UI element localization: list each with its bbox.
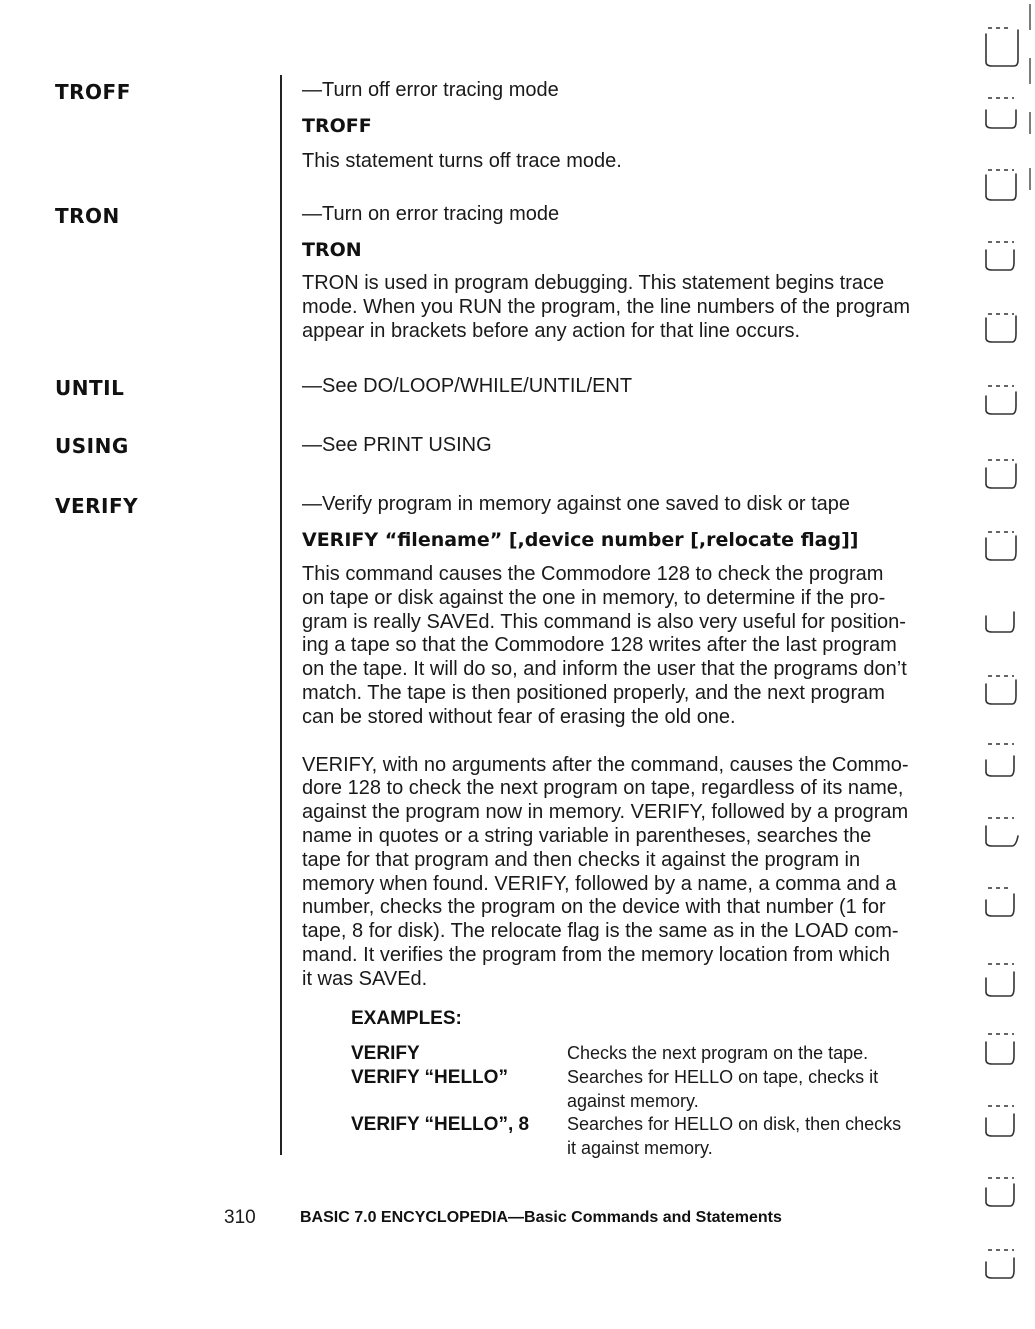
binding-hole-icon [986,1184,1014,1206]
body-line: number, checks the program on the device with that number (1 for [302,896,886,919]
entry-summary: —Turn off error tracing mode [302,79,559,101]
binding-hole-icon [986,1258,1014,1278]
example-description [567,1066,947,1113]
column-divider [280,75,282,1155]
example-desc-line: Checks the next program on the tape. [567,1043,869,1063]
entry-tron [302,202,942,343]
entry-summary: —Turn on error tracing mode [302,203,560,225]
running-footer-title: BASIC 7.0 ENCYCLOPEDIA—Basic Commands and Statements [300,1209,782,1226]
body-line: name in quotes or a string variable in parentheses, searches the [302,824,872,847]
entry-until [302,374,942,398]
body-line: This command causes the Commodore 128 to check the program [302,563,884,585]
body-line: VERIFY, with no arguments after the command, causes the Commo- [302,753,909,776]
example-command: VERIFY “HELLO” [351,1067,508,1088]
entry-using [302,433,942,457]
binding-hole-icon [986,174,1016,200]
binding-hole-icon [986,1114,1014,1136]
examples-heading: EXAMPLES: [351,1008,462,1029]
example-description [567,1113,947,1160]
binding-hole-icon [986,464,1016,488]
entry-summary: —See DO/LOOP/WHILE/UNTIL/ENT [302,375,633,397]
example-command: VERIFY [351,1043,420,1064]
example-desc-line: against memory. [567,1090,699,1111]
binding-hole-icon [986,392,1016,414]
body-line: on the tape. It will do so, and inform the user that the programs don’t [302,658,907,681]
binding-hole-icon [986,612,1014,632]
binding-hole-icon [986,316,1016,342]
example-desc-line: Searches for HELLO on tape, checks it [567,1067,879,1087]
entry-summary: —See PRINT USING [302,434,492,456]
keyword-verify: VERIFY [55,494,139,518]
binding-hole-icon [986,826,1018,846]
binding-hole-icon [986,110,1016,128]
body-line: mode. When you RUN the program, the line numbers of the program [302,295,911,318]
entry-body: This statement turns off trace mode. [302,150,622,172]
entry-verify [302,492,942,992]
body-line: against the program now in memory. VERIFY, followed by a program [302,801,909,824]
body-line: on tape or disk against the one in memory, to determine if the pro- [302,586,886,609]
body-line: can be stored without fear of erasing the old one. [302,705,736,728]
verify-paragraph-1 [302,563,942,730]
entry-syntax: VERIFY “filename” [,device number [,relocate flag]] [302,529,859,551]
example-command: VERIFY “HELLO”, 8 [351,1114,530,1135]
body-line: gram is really SAVEd. This command is also very useful for position- [302,610,906,633]
body-line: it was SAVEd. [302,967,428,990]
keyword-tron: TRON [55,204,120,228]
keyword-troff: TROFF [55,80,131,104]
spiral-binding [978,0,1035,1329]
body-line: tape, 8 for disk). The relocate flag is the same as in the LOAD com- [302,920,899,943]
body-line: memory when found. VERIFY, followed by a name, a comma and a [302,872,897,895]
body-line: tape for that program and then checks it against the program in [302,848,861,871]
body-line: dore 128 to check the next program on tape, regardless of its name, [302,777,904,800]
binding-hole-icon [986,536,1016,560]
verify-paragraph-2 [302,754,942,992]
body-line: mand. It verifies the program from the memory location from which [302,943,890,966]
entry-syntax: TRON [302,239,362,261]
keyword-until: UNTIL [55,376,125,400]
binding-hole-icon [986,680,1016,704]
binding-hole-icon [986,894,1014,916]
body-line: TRON is used in program debugging. This statement begins trace [302,272,885,294]
binding-hole-icon [986,1042,1014,1064]
body-line: ing a tape so that the Commodore 128 writes after the last program [302,634,897,657]
binding-hole-icon [986,972,1014,996]
binding-hole-icon [986,250,1014,270]
example-desc-line: Searches for HELLO on disk, then checks [567,1114,902,1134]
page-number: 310 [224,1207,256,1228]
example-description [567,1042,947,1066]
body-line: match. The tape is then positioned properly, and the next program [302,681,885,704]
entry-summary: —Verify program in memory against one saved to disk or tape [302,493,851,515]
entry-syntax: TROFF [302,115,372,137]
keyword-using: USING [55,434,129,458]
binding-hole-icon [986,756,1014,776]
entry-troff [302,78,942,174]
body-line: appear in brackets before any action for that line occurs. [302,319,801,342]
example-desc-line: it against memory. [567,1137,713,1158]
binding-hole-icon [986,30,1018,66]
